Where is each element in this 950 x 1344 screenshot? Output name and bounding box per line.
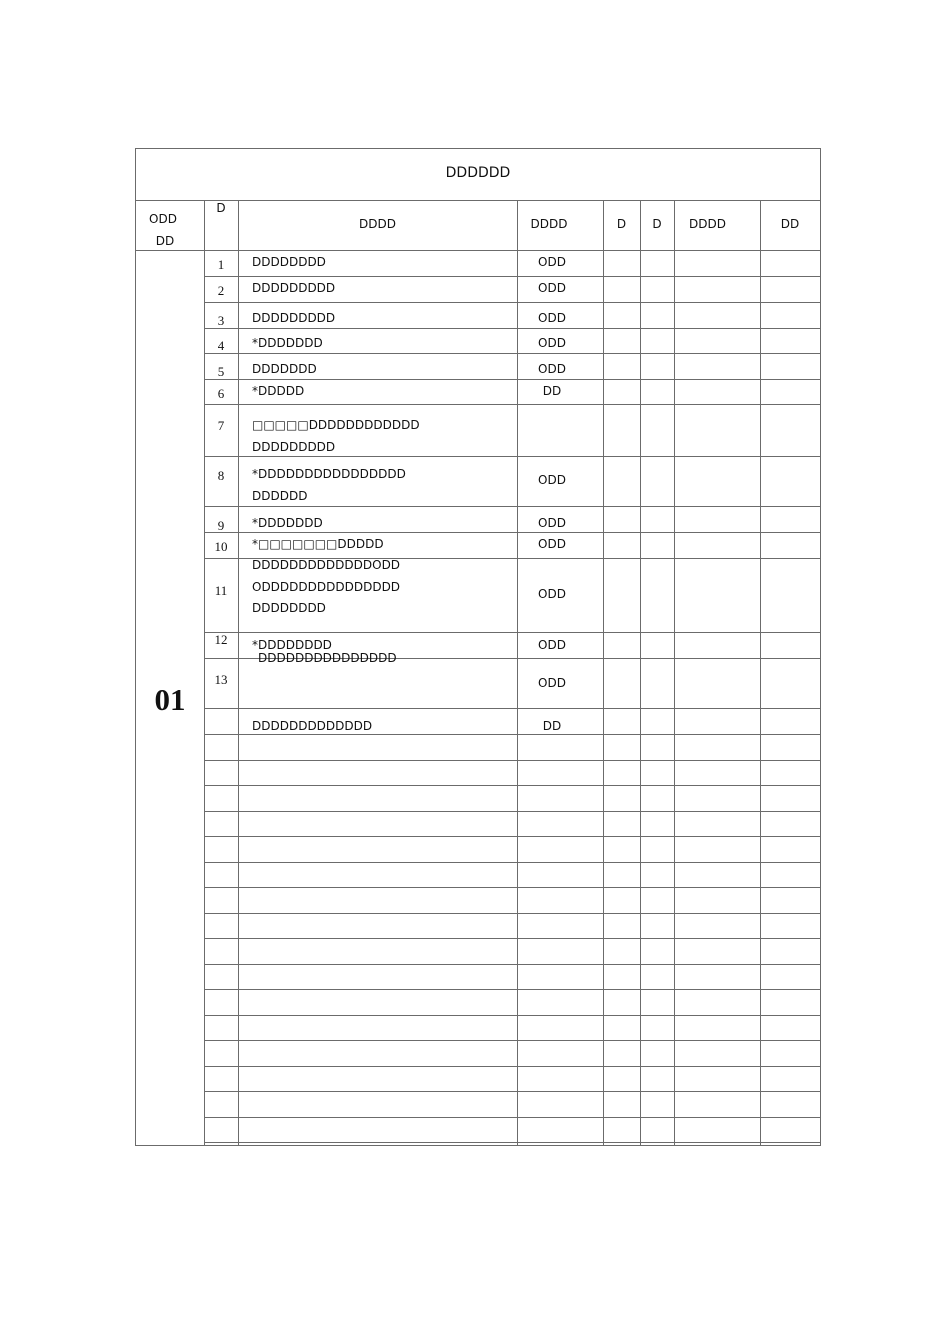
col-divider-unit <box>603 200 604 1146</box>
header-group-line2: DD <box>155 234 175 248</box>
row-number: 13 <box>214 672 228 687</box>
row-item: DDDDDDDDDDDDD <box>252 719 373 733</box>
row-line <box>204 862 820 863</box>
row-number: 9 <box>217 518 225 533</box>
row-item: DDDDDDDDD <box>252 311 336 325</box>
row-line <box>204 1015 820 1016</box>
row-unit: ODD <box>538 638 566 652</box>
row-item: *DDDDD <box>252 384 305 398</box>
row-line <box>204 811 820 812</box>
row-line <box>204 708 820 709</box>
row-line <box>204 302 820 303</box>
row-line <box>204 913 820 914</box>
row-item: *DDDDDDD <box>252 516 323 530</box>
row-item: DDDDDDDD <box>252 601 326 615</box>
row-line <box>204 1091 820 1092</box>
row-unit: ODD <box>538 537 566 551</box>
row-unit: ODD <box>538 281 566 295</box>
row-number: 3 <box>217 313 225 328</box>
col-divider-no <box>238 200 239 1146</box>
row-item: □□□□□DDDDDDDDDDDD <box>252 418 420 432</box>
row-unit: ODD <box>538 255 566 269</box>
row-number: 1 <box>217 257 225 272</box>
row-item: DDDDDDDD <box>252 255 326 269</box>
row-unit: ODD <box>538 362 566 376</box>
row-unit: ODD <box>538 676 566 690</box>
table-title: DDDDDD <box>445 165 511 181</box>
row-unit: ODD <box>538 473 566 487</box>
inventory-table <box>135 148 821 1146</box>
row-line <box>204 1040 820 1041</box>
header-col-a: D <box>616 217 627 231</box>
row-number: 4 <box>217 338 225 353</box>
row-unit: ODD <box>538 587 566 601</box>
row-number: 11 <box>214 583 228 598</box>
row-number: 8 <box>217 468 225 483</box>
row-number: 10 <box>214 539 228 554</box>
row-line <box>204 989 820 990</box>
row-unit: DD <box>542 719 562 733</box>
row-item: *DDDDDDDDDDDDDDDD <box>252 467 406 481</box>
row-item: DDDDDDDDD <box>252 439 336 454</box>
col-divider-b <box>674 200 675 1146</box>
row-line <box>204 887 820 888</box>
group-label: 01 <box>154 682 186 717</box>
header-col-d: DD <box>780 217 800 231</box>
row-line <box>204 938 820 939</box>
row-number: 2 <box>217 283 225 298</box>
header-no: D <box>216 201 226 215</box>
row-line <box>204 964 820 965</box>
row-item: DDDDDDDDDDDDDDD <box>258 651 397 665</box>
row-unit: ODD <box>538 336 566 350</box>
row-line <box>204 276 820 277</box>
row-number: 6 <box>217 386 225 401</box>
header-item: DDDD <box>359 217 396 231</box>
row-line <box>204 760 820 761</box>
header-group-line1: ODD <box>149 212 177 226</box>
row-unit: ODD <box>538 311 566 325</box>
row-line <box>204 632 820 633</box>
row-item: DDDDDDDDDDDDDODD <box>252 558 401 572</box>
header-col-c: DDDD <box>689 217 726 231</box>
row-item: DDDDDDD <box>252 362 317 376</box>
row-number: 7 <box>217 418 225 433</box>
row-item: DDDDDDDDD <box>252 281 336 295</box>
row-line <box>204 404 820 405</box>
row-line <box>204 836 820 837</box>
col-divider-a <box>640 200 641 1146</box>
header-unit: DDDD <box>530 217 568 231</box>
row-unit: ODD <box>538 516 566 530</box>
col-divider-c <box>760 200 761 1146</box>
row-item: *DDDDDDD <box>252 336 323 350</box>
row-line <box>204 1117 820 1118</box>
row-line <box>204 1066 820 1067</box>
header-col-b: D <box>652 217 662 231</box>
row-line <box>204 785 820 786</box>
row-unit: DD <box>542 384 562 398</box>
row-number: 5 <box>217 364 225 379</box>
row-item: *DDDDDDDD <box>252 638 332 652</box>
row-item: ODDDDDDDDDDDDDDD <box>252 579 401 594</box>
row-number: 12 <box>214 632 228 647</box>
row-item: DDDDDD <box>252 488 308 503</box>
row-item: *□□□□□□□DDDDD <box>252 537 384 551</box>
row-line <box>204 1142 820 1143</box>
